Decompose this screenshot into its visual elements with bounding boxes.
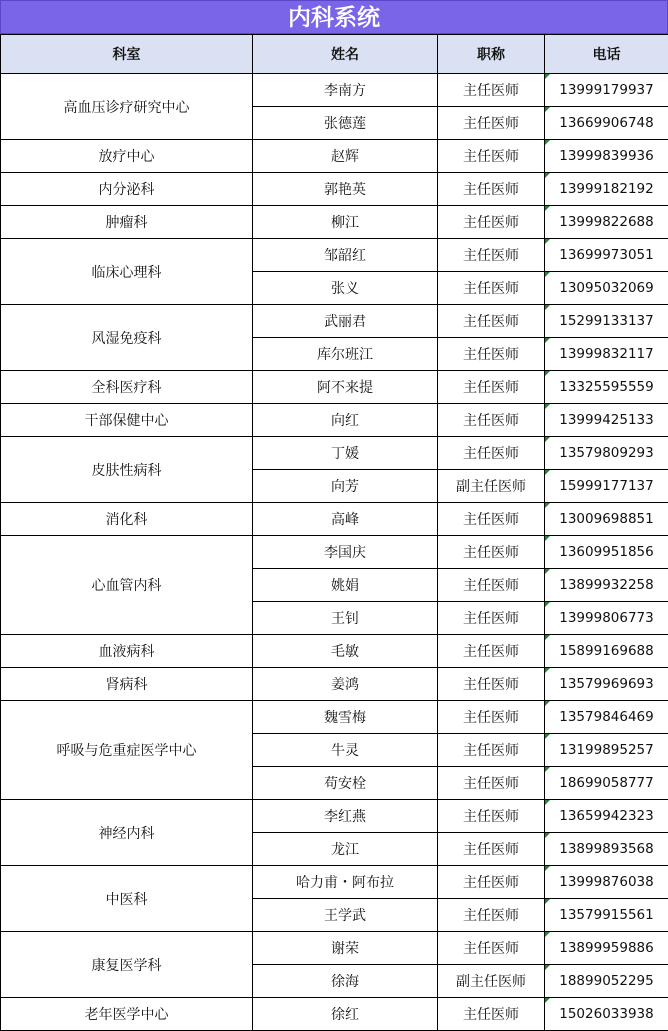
job-title-cell: 主任医师 [438,404,545,437]
job-title-cell: 主任医师 [438,173,545,206]
table-row [1,371,668,404]
phone-cell: 13899932258 [545,569,668,602]
directory-table [0,34,668,1031]
job-title-cell: 主任医师 [438,866,545,899]
job-title-cell: 主任医师 [438,107,545,140]
table-row [1,536,668,569]
job-title-cell: 主任医师 [438,635,545,668]
department-cell: 肿瘤科 [1,206,253,239]
table-row [1,305,668,338]
phone-cell: 13999832117 [545,338,668,371]
table-row [1,503,668,536]
department-cell: 老年医学中心 [1,998,253,1031]
job-title-cell: 主任医师 [438,899,545,932]
phone-cell: 13899959886 [545,932,668,965]
doctor-name-cell: 郭艳英 [253,173,438,206]
table-row [1,437,668,470]
table-row [1,932,668,965]
table-row [1,701,668,734]
department-cell: 高血压诊疗研究中心 [1,74,253,140]
department-cell: 康复医学科 [1,932,253,998]
doctor-name-cell: 柳江 [253,206,438,239]
doctor-name-cell: 李国庆 [253,536,438,569]
job-title-cell: 主任医师 [438,998,545,1031]
header-department: 科室 [1,35,253,74]
table-row [1,998,668,1031]
job-title-cell: 主任医师 [438,800,545,833]
doctor-name-cell: 张义 [253,272,438,305]
job-title-cell: 主任医师 [438,536,545,569]
table-row [1,206,668,239]
doctor-name-cell: 丁媛 [253,437,438,470]
phone-cell: 13999182192 [545,173,668,206]
job-title-cell: 主任医师 [438,569,545,602]
phone-cell: 13579969693 [545,668,668,701]
department-cell: 风湿免疫科 [1,305,253,371]
doctor-name-cell: 张德莲 [253,107,438,140]
department-cell: 放疗中心 [1,140,253,173]
phone-cell: 13699973051 [545,239,668,272]
doctor-name-cell: 龙江 [253,833,438,866]
phone-cell: 13899893568 [545,833,668,866]
doctor-name-cell: 向芳 [253,470,438,503]
department-cell: 消化科 [1,503,253,536]
doctor-name-cell: 姜鸿 [253,668,438,701]
job-title-cell: 主任医师 [438,206,545,239]
doctor-name-cell: 苟安栓 [253,767,438,800]
job-title-cell: 主任医师 [438,602,545,635]
table-row [1,140,668,173]
doctor-name-cell: 阿不来提 [253,371,438,404]
job-title-cell: 主任医师 [438,74,545,107]
job-title-cell: 主任医师 [438,371,545,404]
job-title-cell: 主任医师 [438,503,545,536]
phone-cell: 13579809293 [545,437,668,470]
doctor-name-cell: 谢荣 [253,932,438,965]
department-cell: 心血管内科 [1,536,253,635]
doctor-name-cell: 李红燕 [253,800,438,833]
phone-cell: 13659942323 [545,800,668,833]
phone-cell: 13999839936 [545,140,668,173]
job-title-cell: 主任医师 [438,932,545,965]
page-title: 内科系统 [0,0,668,34]
table-row [1,173,668,206]
doctor-name-cell: 牛灵 [253,734,438,767]
header-phone: 电话 [545,35,668,74]
table-row [1,404,668,437]
job-title-cell: 主任医师 [438,272,545,305]
department-cell: 中医科 [1,866,253,932]
phone-cell: 13325595559 [545,371,668,404]
department-cell: 内分泌科 [1,173,253,206]
job-title-cell: 主任医师 [438,734,545,767]
phone-cell: 13579846469 [545,701,668,734]
department-cell: 干部保健中心 [1,404,253,437]
phone-cell: 13999876038 [545,866,668,899]
header-row [1,35,668,74]
phone-cell: 18699058777 [545,767,668,800]
department-cell: 全科医疗科 [1,371,253,404]
department-cell: 肾病科 [1,668,253,701]
job-title-cell: 主任医师 [438,701,545,734]
job-title-cell: 主任医师 [438,437,545,470]
doctor-name-cell: 王钊 [253,602,438,635]
doctor-name-cell: 徐红 [253,998,438,1031]
doctor-name-cell: 邹韶红 [253,239,438,272]
department-cell: 呼吸与危重症医学中心 [1,701,253,800]
table-row [1,239,668,272]
phone-cell: 13999179937 [545,74,668,107]
header-title: 职称 [438,35,545,74]
doctor-name-cell: 姚娟 [253,569,438,602]
phone-cell: 13095032069 [545,272,668,305]
doctor-name-cell: 魏雪梅 [253,701,438,734]
phone-cell: 15899169688 [545,635,668,668]
department-cell: 血液病科 [1,635,253,668]
doctor-name-cell: 向红 [253,404,438,437]
table-row [1,800,668,833]
phone-cell: 13999806773 [545,602,668,635]
job-title-cell: 主任医师 [438,305,545,338]
job-title-cell: 主任医师 [438,239,545,272]
doctor-name-cell: 武丽君 [253,305,438,338]
doctor-name-cell: 毛敏 [253,635,438,668]
doctor-name-cell: 哈力甫・阿布拉 [253,866,438,899]
phone-cell: 13009698851 [545,503,668,536]
phone-cell: 15999177137 [545,470,668,503]
doctor-name-cell: 高峰 [253,503,438,536]
doctor-name-cell: 李南方 [253,74,438,107]
doctor-name-cell: 徐海 [253,965,438,998]
phone-cell: 18899052295 [545,965,668,998]
phone-cell: 13999822688 [545,206,668,239]
job-title-cell: 副主任医师 [438,470,545,503]
table-row [1,635,668,668]
header-name: 姓名 [253,35,438,74]
phone-cell: 13199895257 [545,734,668,767]
table-row [1,866,668,899]
phone-cell: 15299133137 [545,305,668,338]
job-title-cell: 主任医师 [438,767,545,800]
phone-cell: 13669906748 [545,107,668,140]
job-title-cell: 主任医师 [438,140,545,173]
phone-cell: 15026033938 [545,998,668,1031]
department-cell: 临床心理科 [1,239,253,305]
phone-cell: 13609951856 [545,536,668,569]
job-title-cell: 主任医师 [438,338,545,371]
doctor-name-cell: 库尔班江 [253,338,438,371]
job-title-cell: 副主任医师 [438,965,545,998]
doctor-name-cell: 王学武 [253,899,438,932]
job-title-cell: 主任医师 [438,668,545,701]
department-cell: 皮肤性病科 [1,437,253,503]
department-cell: 神经内科 [1,800,253,866]
phone-cell: 13999425133 [545,404,668,437]
job-title-cell: 主任医师 [438,833,545,866]
table-row [1,74,668,107]
phone-cell: 13579915561 [545,899,668,932]
doctor-name-cell: 赵辉 [253,140,438,173]
table-body [1,74,668,1031]
table-row [1,668,668,701]
